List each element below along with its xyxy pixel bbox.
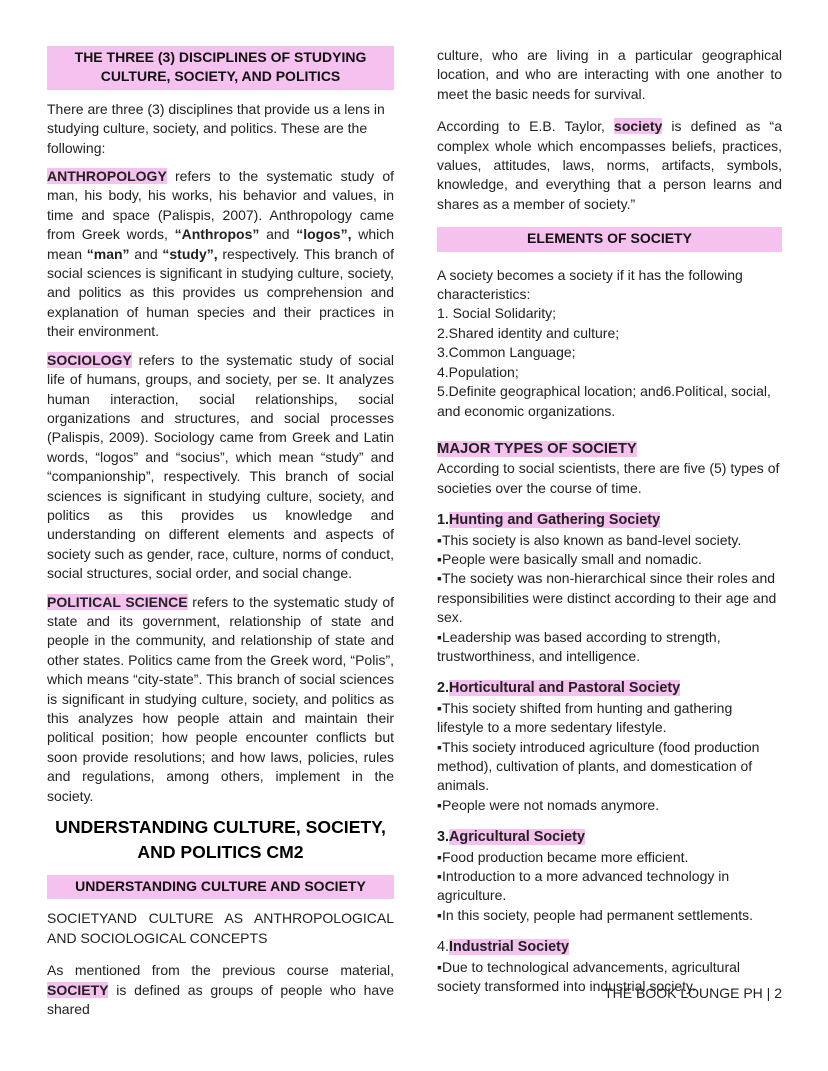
text-segment: and	[259, 226, 297, 243]
text-segment: society	[614, 118, 663, 135]
text-segment: “man”	[86, 245, 130, 262]
society-type-title: Hunting and Gathering Society	[449, 512, 661, 529]
characteristics-intro: A society becomes a society if it has the following characteristics:	[437, 266, 743, 303]
text-segment: refers to the systematic study of state and its government, relationship of state and people in the community, and relationship of state and other states. Politics came from the Greek word, “Polis”, which means “city-state”. This branch of social sciences is significant in studying culture, society, and politics as this analyzes how people attain and maintain their political position; how people encounter conflicts but soon provide resolutions; and how laws, policies, rules and regulations, among others, implement in the society.	[47, 593, 394, 804]
society-type-title: Horticultural and Pastoral Society	[449, 680, 681, 697]
bullet-item: ▪This society shifted from hunting and gathering lifestyle to a more sedentary lifestyle.	[437, 699, 733, 736]
society-type-number: 1.	[437, 512, 450, 529]
text-segment: and	[129, 245, 163, 262]
text-segment: “Anthropos”	[174, 226, 260, 243]
right-column	[437, 46, 782, 996]
society-type-bullets	[437, 848, 782, 926]
society-type-heading	[437, 511, 782, 530]
bullet-item: ▪People were basically small and nomadic.	[437, 550, 702, 567]
text-segment: is defined as “a complex whole which encompasses beliefs, practices, values, attitudes, laws, norms, artifacts, symbols, knowledge, and everything that a person learns and shares as a member of society.”	[437, 118, 782, 212]
intro-paragraph: There are three (3) disciplines that provide us a lens in studying culture, society, and politics. These are the following:	[47, 100, 385, 156]
anthropology-paragraph	[47, 167, 394, 342]
society-type-number: 4.	[437, 939, 450, 956]
section-header-disciplines: THE THREE (3) DISCIPLINES OF STUDYING CULTURE, SOCIETY, AND POLITICS	[47, 46, 394, 90]
text-segment: “study”,	[162, 245, 218, 262]
bullet-item: ▪Due to technological advancements, agricultural society transformed into industrial society.	[437, 958, 741, 995]
major-types-intro: According to social scientists, there are five (5) types of societies over the course of time.	[437, 460, 780, 496]
characteristic-item: 4.Population;	[437, 363, 519, 380]
political-science-paragraph	[47, 593, 394, 806]
bullet-item: ▪Food production became more efficient.	[437, 848, 689, 865]
bullet-item: ▪In this society, people had permanent settlements.	[437, 906, 753, 923]
text-segment: ANTHROPOLOGY	[47, 168, 167, 185]
characteristic-item: 5.Definite geographical location; and6.Political, social, and economic organizations.	[437, 383, 771, 419]
society-definition-paragraph	[47, 961, 394, 1019]
society-type-section	[437, 679, 782, 815]
major-types-header-line	[437, 439, 782, 459]
text-segment: SOCIETY	[47, 981, 109, 998]
bullet-item: ▪This society is also known as band-level society.	[437, 531, 742, 548]
text-segment: which mean	[47, 226, 395, 262]
society-type-section	[437, 511, 782, 666]
text-segment: is defined as groups of people who have shared	[47, 981, 394, 1018]
eb-taylor-paragraph	[437, 117, 782, 214]
text-segment: As mentioned from the previous course material,	[47, 962, 394, 979]
text-segment: refers to the systematic study of man, his body, his works, his behavior and values, in time and space (Palispis, 2007). Anthropology came from Greek words,	[47, 168, 394, 243]
bullet-item: ▪Leadership was based according to strength, trustworthiness, and intelligence.	[437, 628, 721, 664]
characteristic-item: 3.Common Language;	[437, 344, 576, 361]
bullet-item: ▪This society introduced agriculture (food production method), cultivation of plants, and domestication of animals.	[437, 738, 760, 794]
society-type-heading	[437, 938, 782, 957]
society-characteristics-block	[437, 266, 782, 421]
characteristics-list	[437, 304, 782, 420]
society-types-list	[437, 511, 782, 996]
text-segment: POLITICAL SCIENCE	[47, 593, 188, 610]
bullet-item: ▪People were not nomads anymore.	[437, 796, 660, 813]
document-title: UNDERSTANDING CULTURE, SOCIETY, AND POLITICS CM2	[55, 817, 386, 863]
text-segment: SOCIOLOGY	[47, 351, 132, 368]
text-segment: According to E.B. Taylor,	[437, 118, 615, 135]
left-column	[47, 46, 394, 1028]
society-type-title: Agricultural Society	[449, 829, 585, 846]
society-type-section	[437, 828, 782, 925]
section-header-elements: ELEMENTS OF SOCIETY	[437, 227, 782, 251]
characteristic-item: 1. Social Solidarity;	[437, 305, 557, 322]
characteristic-item: 2.Shared identity and culture;	[437, 324, 620, 341]
text-segment: respectively. This branch of social sciences is significant in studying culture, society, and politics as this provides us comprehension and explanation of human species and their practices in their environment.	[47, 245, 394, 340]
society-type-title: Industrial Society	[449, 939, 569, 956]
major-types-header: MAJOR TYPES OF SOCIETY	[437, 440, 637, 457]
society-type-heading	[437, 679, 782, 698]
society-culture-concepts-line: SOCIETYAND CULTURE AS ANTHROPOLOGICAL AND SOCIOLOGICAL CONCEPTS	[47, 910, 394, 946]
society-type-bullets	[437, 699, 782, 815]
section-header-understanding: UNDERSTANDING CULTURE AND SOCIETY	[47, 875, 394, 899]
page-footer: THE BOOK LOUNGE PH | 2	[604, 985, 782, 1001]
society-type-bullets	[437, 531, 782, 667]
society-type-number: 2.	[437, 680, 450, 697]
society-type-number: 3.	[437, 829, 450, 846]
culture-continuation-paragraph: culture, who are living in a particular geographical location, and who are interacting with one another to meet the basic needs for survival.	[437, 47, 782, 102]
society-type-heading	[437, 828, 782, 847]
text-segment: refers to the systematic study of social life of humans, groups, and society, per se. It analyzes human interaction, social relationships, social organizations and structures, and social processes (Palispis, 2009). Sociology came from Greek and Latin words, “logos” and “socius”, which mean “study” and “companionship”, respectively. This branch of social sciences is significant in studying culture, society, and politics as this provides us knowledge and understanding on different elements and aspects of society such as gender, race, culture, norms of conduct, social structures, social order, and social change.	[47, 351, 394, 582]
text-segment: “logos”,	[296, 226, 352, 243]
bullet-item: ▪The society was non-hierarchical since their roles and responsibilities were distinct according to their age and sex.	[437, 570, 777, 626]
sociology-paragraph	[47, 351, 394, 584]
bullet-item: ▪Introduction to a more advanced technology in agriculture.	[437, 868, 730, 904]
